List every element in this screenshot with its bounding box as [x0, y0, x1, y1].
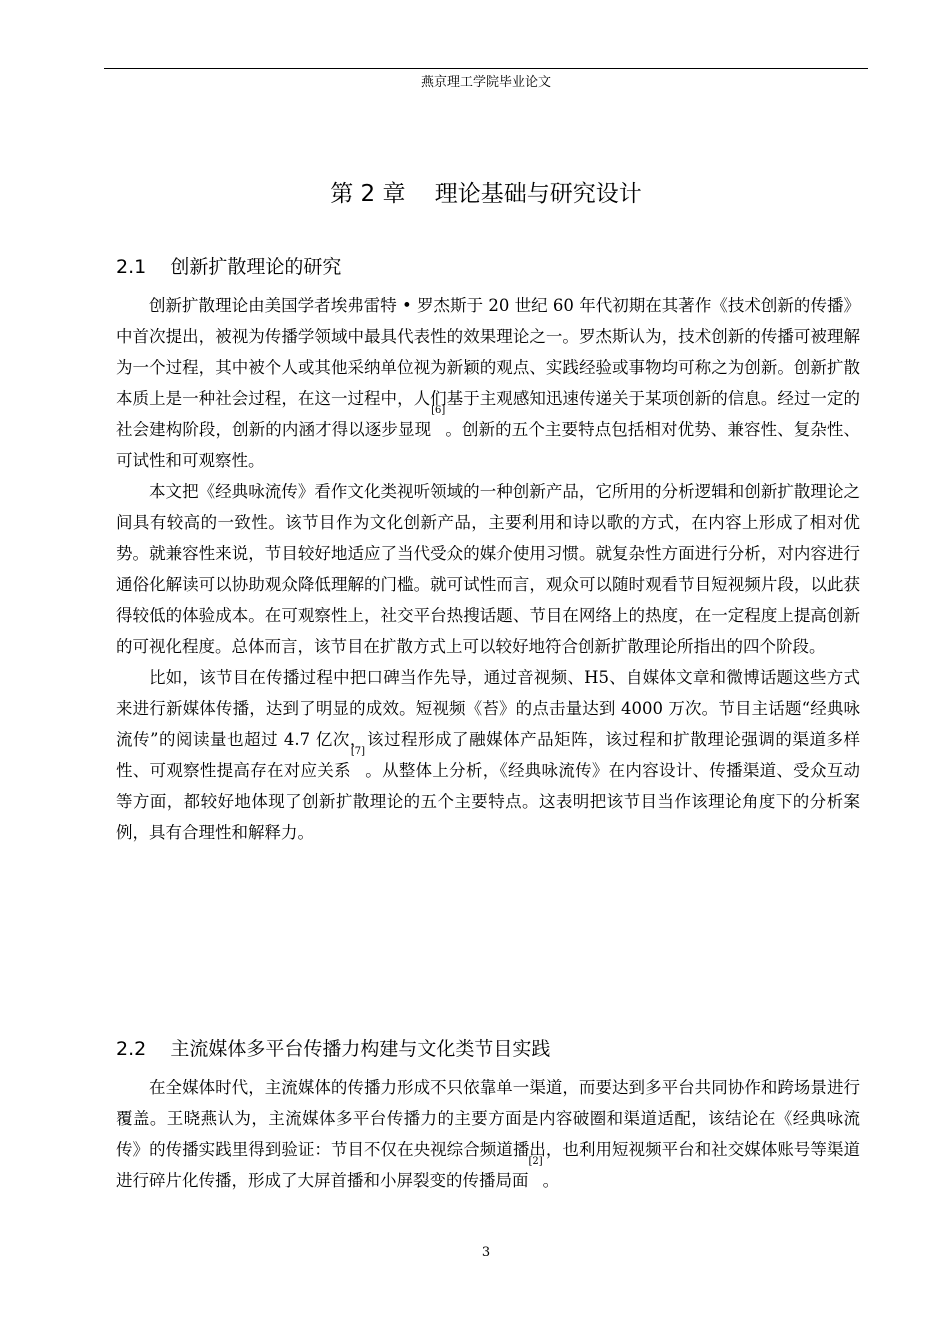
paragraph [116, 290, 860, 476]
paragraph [116, 1072, 860, 1196]
section-2-1-body [116, 290, 860, 848]
section-2-2-title: 2.2 主流媒体多平台传播力构建与文化类节目实践 [116, 1038, 551, 1060]
paragraph-text: 。从整体上分析，《经典咏流传》在内容设计、传播渠道、受众互动等方面，都较好地体现了创新扩散理论的五个主要特点。这表明把该节目当作该理论角度下的分析案例，具有合理性和解释力。 [116, 761, 861, 842]
citation: [7] [350, 746, 366, 757]
citation: [6] [431, 405, 446, 416]
paragraph [116, 662, 860, 848]
chapter-title: 第 2 章 理论基础与研究设计 [330, 181, 642, 207]
paragraph-text: 。创新的五个主要特点包括相对优势、兼容性、复杂性、可试性和可观察性。 [116, 420, 861, 470]
paragraph-text: 创新扩散理论由美国学者埃弗雷特 • 罗杰斯于 20 世纪 60 年代初期在其著作《技术创新的传播》中首次提出，被视为传播学领域中最具代表性的效果理论之一。罗杰斯认为，技术创新的传播可被理解为一个过程，其中被个人或其他采纳单位视为新颖的观点、实践经验或事物均可称之为创新。创新扩散本质上是一种社会过程，在这一过程中，人们基于主观感知迅速传递关于某项创新的信息。经过一定的社会建构阶段，创新的内涵才得以逐步显现 [116, 296, 860, 439]
citation: [2] [528, 1156, 543, 1167]
paragraph-text: 比如，该节目在传播过程中把口碑当作先导，通过音视频、H5、自媒体文章和微博话题这些方式来进行新媒体传播，达到了明显的成效。短视频《苔》的点击量达到 4000 万次。节目主话题“经典咏流传”的阅读量也超过 4.7 亿次，该过程形成了融媒体产品矩阵，该过程和扩散理论强调的渠道多样性、可观察性提高存在对应关系 [116, 668, 860, 780]
paragraph: 本文把《经典咏流传》看作文化类视听领域的一种创新产品，它所用的分析逻辑和创新扩散理论之间具有较高的一致性。该节目作为文化创新产品，主要利用和诗以歌的方式，在内容上形成了相对优势。就兼容性来说，节目较好地适应了当代受众的媒介使用习惯。就复杂性方面进行分析，对内容进行通俗化解读可以协助观众降低理解的门槛。就可试性而言，观众可以随时观看节目短视频片段，以此获得较低的体验成本。在可观察性上，社交平台热搜话题、节目在网络上的热度，在一定程度上提高创新的可视化程度。总体而言，该节目在扩散方式上可以较好地符合创新扩散理论所指出的四个阶段。 [116, 482, 860, 656]
paragraph-text: 。 [542, 1171, 560, 1190]
paragraph-text: 在全媒体时代，主流媒体的传播力形成不只依靠单一渠道，而要达到多平台共同协作和跨场景进行覆盖。王晓燕认为，主流媒体多平台传播力的主要方面是内容破圈和渠道适配，该结论在《经典咏流传》的传播实践里得到验证：节目不仅在央视综合频道播出，也利用短视频平台和社交媒体账号等渠道进行碎片化传播，形成了大屏首播和小屏裂变的传播局面 [116, 1078, 860, 1190]
header-rule [104, 68, 868, 69]
section-2-2-body [116, 1072, 860, 1196]
section-2-1-title: 2.1 创新扩散理论的研究 [116, 256, 342, 278]
running-header: 燕京理工学院毕业论文 [420, 75, 551, 90]
page-number: 3 [481, 1245, 491, 1260]
